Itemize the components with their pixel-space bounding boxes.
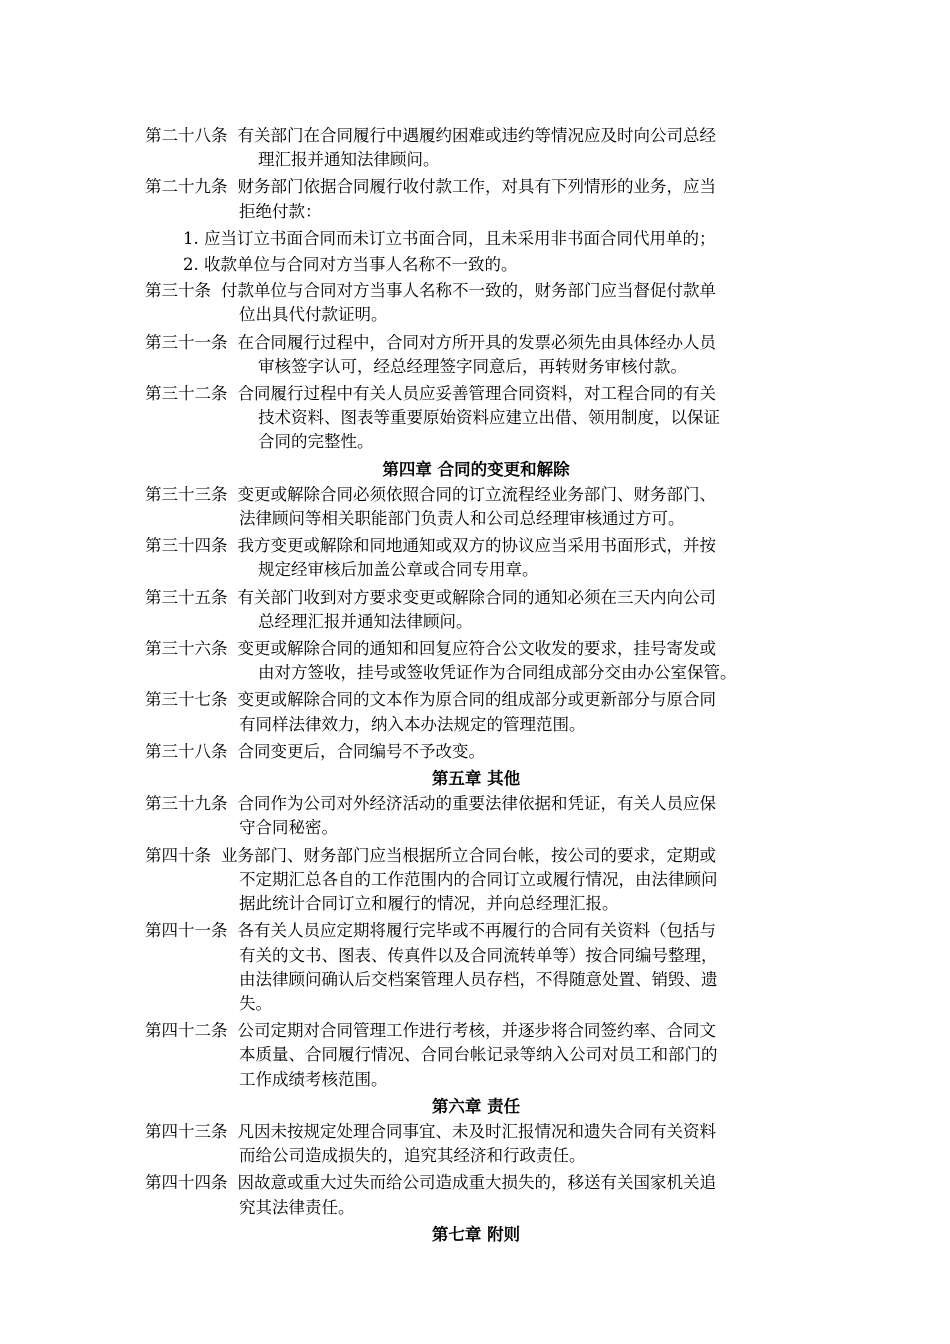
- article-label: 第二十八条: [145, 126, 228, 145]
- article-text: 付款单位与合同对方当事人名称不一致的，财务部门应当督促付款单: [221, 281, 716, 301]
- article-32: [145, 382, 807, 455]
- article-text: 变更或解除合同的文本作为原合同的组成部分或更新部分与原合同: [237, 690, 716, 710]
- article-42: [145, 1019, 807, 1092]
- article-text: 财务部门依据合同履行收付款工作，对具有下列情形的业务，应当: [237, 177, 716, 197]
- article-text-continued: 规定经审核后加盖公章或合同专用章。: [258, 560, 539, 580]
- article-label: 第四十四条: [145, 1173, 228, 1193]
- list-item: 2. 收款单位与合同对方当事人名称不一致的。: [183, 255, 518, 275]
- list-item: 1. 应当订立书面合同而未订立书面合同，且未采用非书面合同代用单的；: [183, 228, 716, 248]
- article-text: 在合同履行过程中，合同对方所开具的发票必须先由具体经办人员: [237, 332, 716, 352]
- article-label: 第四十三条: [145, 1121, 228, 1141]
- article-label: 第四十条: [145, 845, 211, 865]
- article-34: [145, 534, 807, 582]
- article-text-continued: 工作成绩考核范围。: [239, 1069, 388, 1089]
- article-41: [145, 919, 807, 1016]
- article-text-continued: 守合同秘密。: [239, 818, 338, 838]
- article-text-continued: 而给公司造成损失的，追究其经济和行政责任。: [239, 1146, 586, 1166]
- article-text-continued: 拒绝付款：: [239, 201, 322, 221]
- article-text-continued: 有关的文书、图表、传真件以及合同流转单等）按合同编号整理，: [239, 945, 718, 965]
- article-text: 变更或解除合同的通知和回复应符合公文收发的要求，挂号寄发或: [237, 639, 716, 659]
- article-text-continued: 由法律顾问确认后交档案管理人员存档，不得随意处置、销毁、遗: [239, 969, 718, 989]
- article-text-continued: 合同的完整性。: [258, 432, 374, 452]
- article-text-continued: 究其法律责任。: [239, 1197, 355, 1217]
- article-37: [145, 688, 807, 736]
- article-40: [145, 844, 807, 917]
- chapter-heading: 第七章 附则: [431, 1224, 521, 1244]
- article-text: 我方变更或解除和同地通知或双方的协议应当采用书面形式，并按: [237, 536, 716, 556]
- article-text: 各有关人员应定期将履行完毕或不再履行的合同有关资料（包括与: [237, 921, 716, 941]
- article-text-continued: 据此统计合同订立和履行的情况，并向总经理汇报。: [239, 894, 619, 914]
- chapter-heading: 第四章 合同的变更和解除: [382, 459, 570, 479]
- article-label: 第四十二条: [145, 1021, 228, 1041]
- article-text: 有关部门收到对方要求变更或解除合同的通知必须在三天内向公司: [237, 587, 716, 607]
- article-30: [145, 279, 807, 327]
- article-44: [145, 1171, 807, 1219]
- article-33: [145, 483, 807, 531]
- article-text: 公司定期对合同管理工作进行考核，并逐步将合同签约率、合同文: [237, 1021, 716, 1041]
- article-text-continued: 技术资料、图表等重要原始资料应建立出借、领用制度，以保证: [258, 408, 720, 428]
- article-28: [145, 124, 807, 172]
- article-text: 业务部门、财务部门应当根据所立合同台帐，按公司的要求，定期或: [221, 845, 716, 865]
- chapter-heading: 第六章 责任: [431, 1096, 521, 1116]
- article-text-continued: 不定期汇总各自的工作范围内的合同订立或履行情况，由法律顾问: [239, 869, 718, 889]
- article-label: 第三十七条: [145, 690, 228, 710]
- article-label: 第三十一条: [145, 332, 228, 352]
- article-text-continued: 本质量、合同履行情况、合同台帐记录等纳入公司对员工和部门的: [239, 1045, 718, 1065]
- article-text: 有关部门在合同履行中遇履约困难或违约等情况应及时向公司总经: [237, 126, 716, 145]
- article-36: [145, 637, 807, 685]
- article-label: 第三十九条: [145, 794, 228, 814]
- article-text: 因故意或重大过失而给公司造成重大损失的，移送有关国家机关追: [237, 1173, 716, 1193]
- article-29: [145, 175, 807, 223]
- article-text-continued: 总经理汇报并通知法律顾问。: [258, 611, 473, 631]
- article-label: 第二十九条: [145, 177, 228, 197]
- article-text: 合同变更后，合同编号不予改变。: [237, 741, 485, 761]
- article-label: 第三十三条: [145, 484, 228, 504]
- chapter-heading: 第五章 其他: [431, 769, 521, 789]
- article-text-continued: 位出具代付款证明。: [239, 305, 388, 325]
- article-text-continued: 审核签字认可，经总经理签字同意后，再转财务审核付款。: [258, 356, 687, 376]
- article-text: 凡因未按规定处理合同事宜、未及时汇报情况和遗失合同有关资料: [237, 1121, 716, 1141]
- article-43: [145, 1120, 807, 1168]
- article-text-continued: 理汇报并通知法律顾问。: [258, 150, 440, 170]
- article-label: 第三十条: [145, 281, 211, 301]
- article-text-continued: 有同样法律效力，纳入本办法规定的管理范围。: [239, 714, 586, 734]
- article-text-continued: 由对方签收，挂号或签收凭证作为合同组成部分交由办公室保管。: [258, 663, 737, 683]
- article-label: 第四十一条: [145, 921, 228, 941]
- article-label: 第三十二条: [145, 384, 228, 404]
- article-label: 第三十六条: [145, 639, 228, 659]
- article-39: [145, 792, 807, 840]
- article-35: [145, 586, 807, 634]
- article-text: 合同作为公司对外经济活动的重要法律依据和凭证，有关人员应保: [237, 794, 716, 814]
- article-label: 第三十八条: [145, 741, 228, 761]
- article-text-continued: 法律顾问等相关职能部门负责人和公司总经理审核通过方可。: [239, 509, 685, 529]
- article-label: 第三十四条: [145, 536, 228, 556]
- article-31: [145, 331, 807, 379]
- article-label: 第三十五条: [145, 587, 228, 607]
- article-38: [145, 740, 807, 764]
- article-text: 变更或解除合同必须依照合同的订立流程经业务部门、财务部门、: [237, 484, 716, 504]
- article-text-continued: 失。: [239, 993, 272, 1013]
- article-text: 合同履行过程中有关人员应妥善管理合同资料，对工程合同的有关: [237, 384, 716, 404]
- document-body: [145, 124, 807, 1248]
